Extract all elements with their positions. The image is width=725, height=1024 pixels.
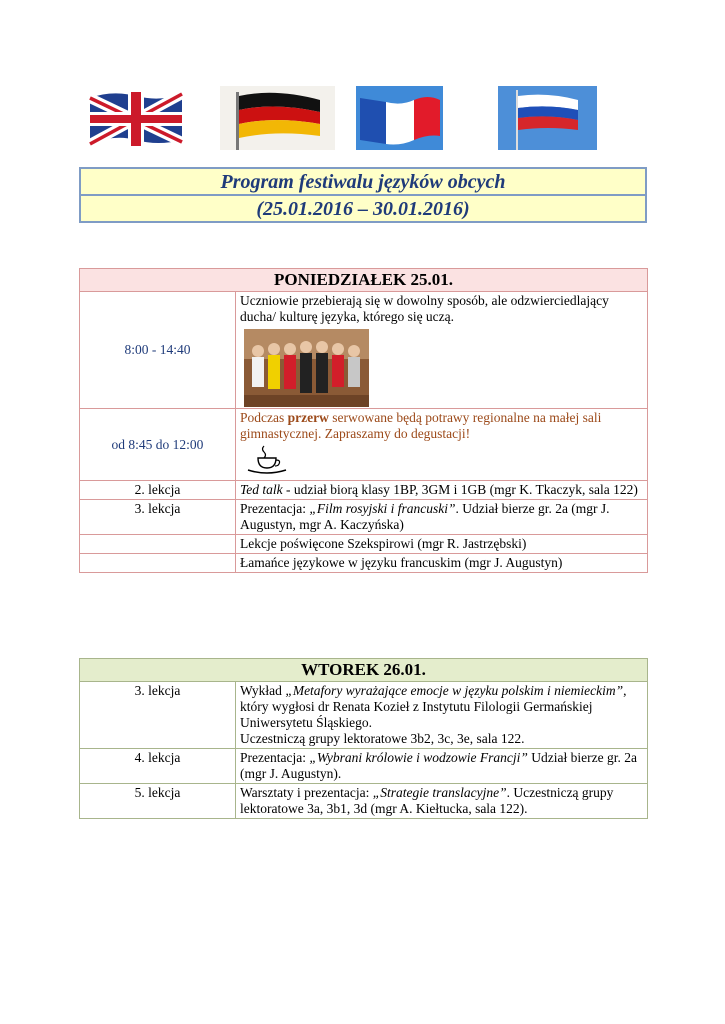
program-title: Program festiwalu języków obcych	[80, 168, 646, 195]
germany-flag-image	[220, 86, 335, 150]
row-description	[236, 292, 648, 409]
program-dates: (25.01.2016 – 30.01.2016)	[80, 195, 646, 222]
france-flag-image	[356, 86, 443, 150]
uk-flag-image	[88, 90, 184, 148]
row-description: Warsztaty i prezentacja: „Strategie translacyjne”. Uczestniczą grupy lektoratowe 3a, 3b1, 3d (mgr A. Kiełtucka, sala 122).	[236, 784, 648, 819]
row-description: Prezentacja: „Wybrani królowie i wodzowie Francji” Udział bierze gr. 2a (mgr J. Augustyn).	[236, 749, 648, 784]
row-time: 3. lekcja	[80, 500, 236, 535]
program-title-box	[79, 167, 647, 223]
row-time	[80, 554, 236, 573]
row-description: Łamańce językowe w języku francuskim (mgr J. Augustyn)	[236, 554, 648, 573]
row-time: 3. lekcja	[80, 682, 236, 749]
row-time: 2. lekcja	[80, 481, 236, 500]
row-description: Ted talk - udział biorą klasy 1BP, 3GM i 1GB (mgr K. Tkaczyk, sala 122)	[236, 481, 648, 500]
row-time	[80, 535, 236, 554]
monday-header: PONIEDZIAŁEK 25.01.	[80, 269, 648, 292]
tuesday-header: WTOREK 26.01.	[80, 659, 648, 682]
row-time: od 8:45 do 12:00	[80, 409, 236, 481]
row-time: 8:00 - 14:40	[80, 292, 236, 409]
row-description: Wykład „Metafory wyrażające emocje w języku polskim i niemieckim”, który wygłosi dr Renata Kozieł z Instytutu Filologii Germańskiej Uniwersytetu Śląskiego. Uczestniczą grupy lektoratowe 3b2, 3c, 3e, sala 122.	[236, 682, 648, 749]
costume-info-text: Uczniowie przebierają się w dowolny sposób, ale odzwierciedlający ducha/ kulturę języka, którego się uczą.	[240, 293, 609, 324]
row-description: Prezentacja: „Film rosyjski i francuski”. Udział bierze gr. 2a (mgr J. Augustyn, mgr A. Kaczyńska)	[236, 500, 648, 535]
monday-schedule-table	[79, 268, 648, 573]
row-time: 4. lekcja	[80, 749, 236, 784]
coffee-cup-icon	[244, 444, 288, 474]
tuesday-schedule-table	[79, 658, 648, 819]
russia-flag-image	[498, 86, 597, 150]
costumed-students-photo	[244, 329, 369, 407]
row-time: 5. lekcja	[80, 784, 236, 819]
row-description: Lekcje poświęcone Szekspirowi (mgr R. Jastrzębski)	[236, 535, 648, 554]
row-description: Podczas przerw serwowane będą potrawy regionalne na małej sali gimnastycznej. Zapraszamy do degustacji!	[236, 409, 648, 481]
